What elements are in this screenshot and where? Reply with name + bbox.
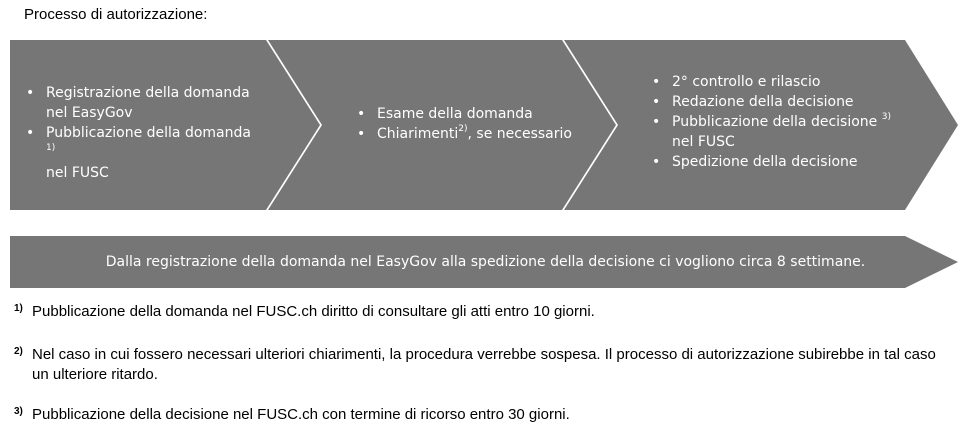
footnote-3 bbox=[14, 405, 954, 425]
item-continuation: nel FUSC bbox=[46, 165, 109, 181]
step-1-item-2: • Pubblicazione della domanda $^{1)}$ nel FUSC bbox=[46, 123, 264, 183]
diagram-title: Processo di autorizzazione: bbox=[24, 6, 208, 23]
footnote-2 bbox=[14, 345, 954, 385]
footnote-ref-3: 3) bbox=[881, 112, 891, 123]
duration-text: Dalla registrazione della domanda nel EasyGov alla spedizione della decisione ci vogliono circa 8 settimane. bbox=[105, 254, 866, 270]
step-3-content bbox=[634, 72, 914, 172]
footnote-ref-1: 1) bbox=[46, 143, 56, 154]
footnote-2-text: Nel caso in cui fossero necessari ulteriori chiarimenti, la procedura verrebbe sospesa. Il processo di autorizzazione subirebbe in tal caso un ulteriore ritardo. bbox=[32, 346, 936, 383]
step-3-item-2: • Redazione della decisione bbox=[672, 92, 914, 112]
footnote-ref-2: 2) bbox=[458, 124, 468, 135]
step-1-content bbox=[24, 83, 264, 183]
footnote-1-text: Pubblicazione della domanda nel FUSC.ch diritto di consultare gli atti entro 10 giorni. bbox=[32, 303, 595, 320]
item-continuation: , se necessario bbox=[467, 126, 572, 142]
footnote-1-number: 1) bbox=[14, 303, 23, 314]
footnote-2-number: 2) bbox=[14, 346, 23, 357]
step-3-item-1: • 2° controllo e rilascio bbox=[672, 72, 914, 92]
step-3-item-3: • Pubblicazione della decisione $^{3)}$ nel FUSC bbox=[672, 112, 914, 152]
footnote-3-number: 3) bbox=[14, 406, 23, 417]
footnote-3-text: Pubblicazione della decisione nel FUSC.ch con termine di ricorso entro 30 giorni. bbox=[32, 406, 570, 423]
step-2-item-1: • Esame della domanda bbox=[377, 104, 579, 124]
step-2-content bbox=[339, 104, 579, 144]
duration-banner bbox=[0, 236, 969, 288]
step-1-item-1: • Registrazione della domanda nel EasyGov bbox=[46, 83, 264, 123]
item-continuation: nel FUSC bbox=[672, 134, 735, 150]
step-3-item-4: • Spedizione della decisione bbox=[672, 152, 914, 172]
step-2-item-2: • Chiarimenti$^{2)}$, se necessario bbox=[377, 124, 579, 144]
footnote-1 bbox=[14, 302, 954, 322]
